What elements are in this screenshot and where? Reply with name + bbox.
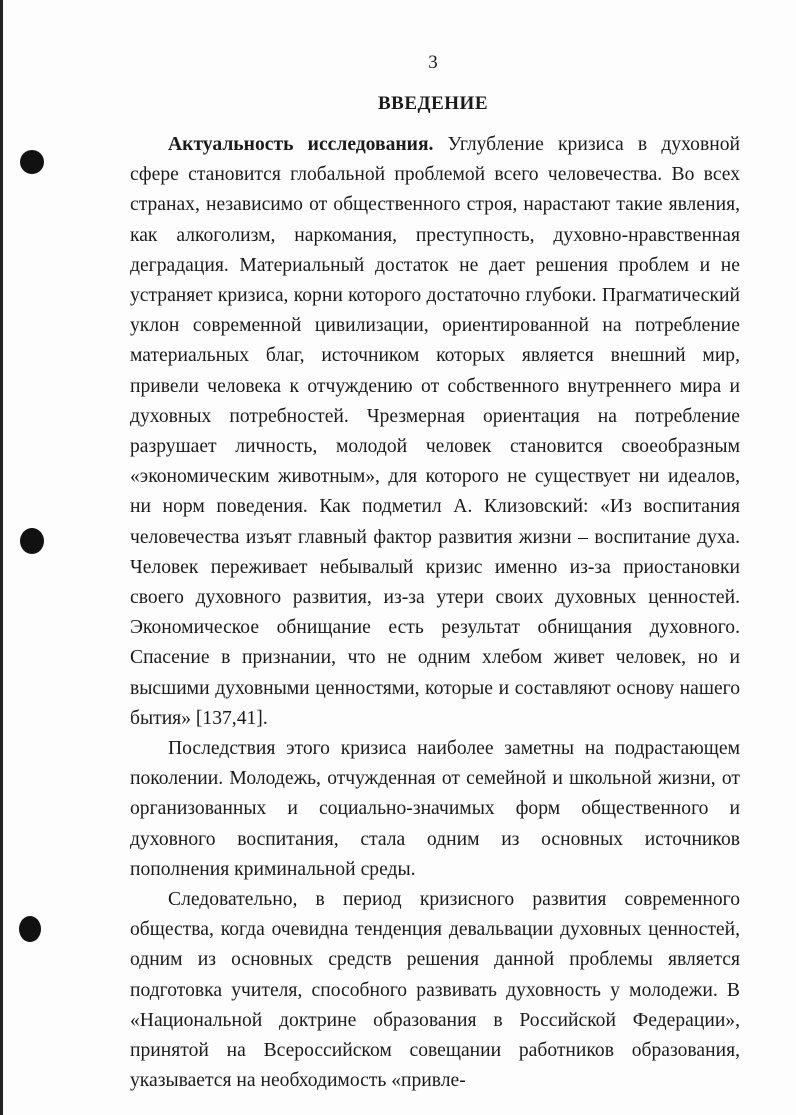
punch-hole-top — [20, 150, 44, 174]
punch-hole-middle — [20, 528, 44, 554]
punch-hole-bottom — [19, 916, 41, 942]
body-text — [130, 130, 740, 1097]
paragraph-body: Углубление кризиса в духовной сфере становится глобальной проблемой всего человечества. Во всех странах, независимо от общественного строя, нарастают такие явления, как алкоголизм, наркомания, преступность, духовно-нравственная деградация. Материальный достаток не дает решения проблем и не устраняет кризиса, корни которого достаточно глубоки. Прагматический уклон современной цивилизации, ориентированной на потребление материальных благ, источником которых является внешний мир, привели человека к отчуждению от собственного внутреннего мира и духовных потребностей. Чрезмерная ориентация на потребление разрушает личность, молодой человек становится своеобразным «экономическим животным», для которого не существует ни идеалов, ни норм поведения. Как подметил А. Клизовский: «Из воспитания человечества изъят главный фактор развития жизни – воспитание духа. Человек переживает небывалый кризис именно из-за приостановки своего духовного развития, из-за утери своих духовных ценностей. Экономическое обнищание есть результат обнищания духовного. Спасение в признании, что не одним хлебом живет человек, но и высшими духовными ценностями, которые и составляют основу нашего бытия» [137,41]. — [130, 134, 740, 729]
page-number: 3 — [428, 52, 438, 73]
scan-left-edge — [0, 0, 3, 1115]
paragraph-lead: Актуальность исследования. — [168, 134, 434, 155]
paragraph-conclusion: Следовательно, в период кризисного развития современного общества, когда очевидна тенденция девальвации духовных ценностей, одним из основных средств решения данной проблемы является подготовка учителя, способного развивать духовность у молодежи. В «Национальной доктрине образования в Российской Федерации», принятой на Всероссийском совещании работников образования, указывается на необходимость «привле- — [130, 889, 740, 1092]
paragraph-consequences: Последствия этого кризиса наиболее заметны на подрастающем поколении. Молодежь, отчужденная от семейной и школьной жизни, от организованных и социально-значимых форм общественного и духовного воспитания, стала одним из основных источников пополнения криминальной среды. — [130, 738, 740, 880]
paragraph-relevance — [130, 130, 740, 734]
section-heading: ВВЕДЕНИЕ — [378, 93, 488, 114]
